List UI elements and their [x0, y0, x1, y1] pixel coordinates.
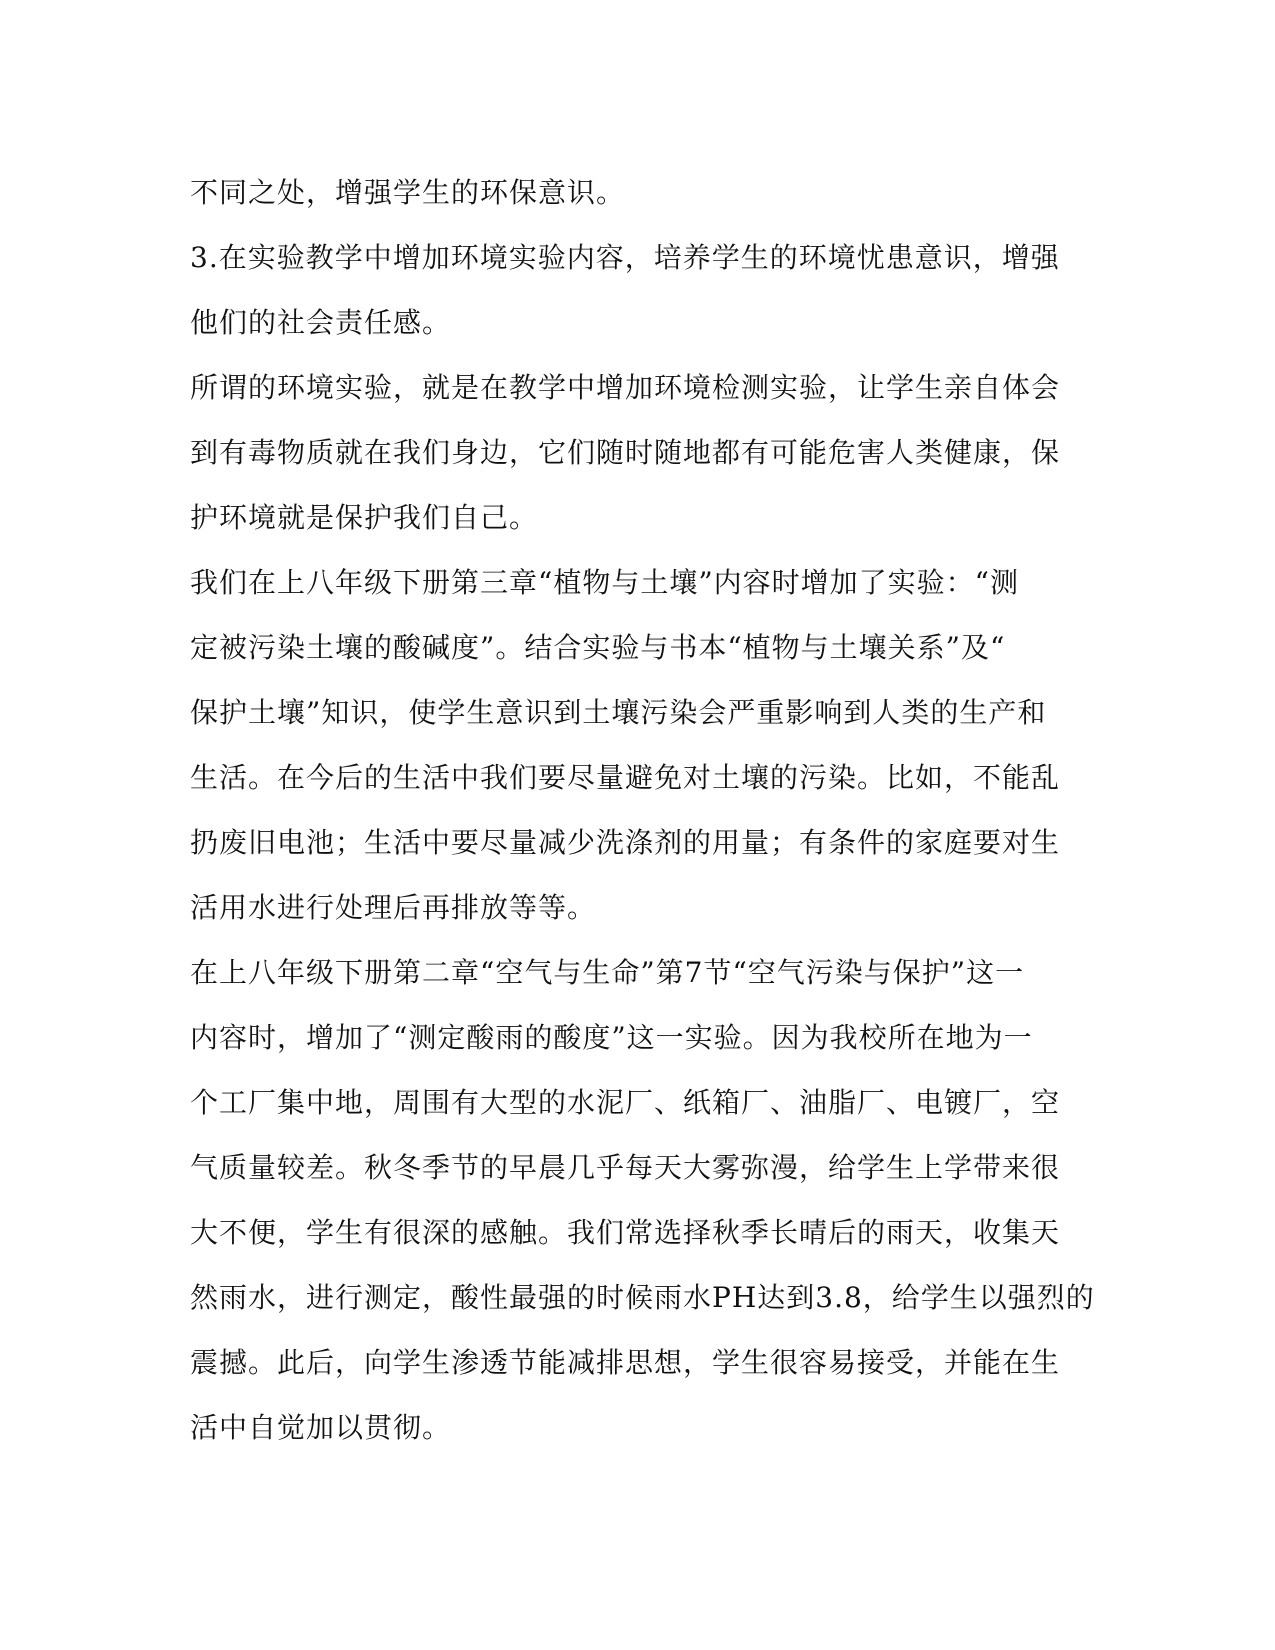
text-line: 扔废旧电池；生活中要尽量减少洗涤剂的用量；有条件的家庭要对生	[190, 826, 1061, 859]
text-line: 活用水进行处理后再排放等等。	[190, 891, 597, 924]
text-line: 内容时，增加了“测定酸雨的酸度”这一实验。因为我校所在地为一	[190, 1021, 1033, 1054]
text-line: 在上八年级下册第二章“空气与生命”第7节“空气污染与保护”这一	[190, 956, 1025, 989]
text-line: 保护土壤”知识，使学生意识到土壤污染会严重影响到人类的生产和	[190, 696, 1047, 729]
text-line: 生活。在今后的生活中我们要尽量避免对土壤的污染。比如，不能乱	[190, 761, 1061, 794]
body-text	[190, 160, 1095, 1460]
text-line: 个工厂集中地，周围有大型的水泥厂、纸箱厂、油脂厂、电镀厂，空	[190, 1086, 1061, 1119]
text-line: 然雨水，进行测定，酸性最强的时候雨水PH达到3.8，给学生以强烈的	[190, 1281, 1095, 1314]
text-line: 不同之处，增强学生的环保意识。	[190, 176, 626, 209]
text-line: 所谓的环境实验，就是在教学中增加环境检测实验，让学生亲自体会	[190, 371, 1061, 404]
text-line: 我们在上八年级下册第三章“植物与土壤”内容时增加了实验：“测	[190, 566, 1019, 599]
text-line: 大不便，学生有很深的感触。我们常选择秋季长晴后的雨天，收集天	[190, 1216, 1061, 1249]
text-line: 到有毒物质就在我们身边，它们随时随地都有可能危害人类健康，保	[190, 436, 1061, 469]
text-line: 气质量较差。秋冬季节的早晨几乎每天大雾弥漫，给学生上学带来很	[190, 1151, 1061, 1184]
text-line: 活中自觉加以贯彻。	[190, 1411, 452, 1444]
text-line: 震撼。此后，向学生渗透节能减排思想，学生很容易接受，并能在生	[190, 1346, 1061, 1379]
text-line: 护环境就是保护我们自己。	[190, 501, 539, 534]
text-line: 他们的社会责任感。	[190, 306, 452, 339]
text-line: 定被污染土壤的酸碱度”。结合实验与书本“植物与土壤关系”及“	[190, 631, 1006, 664]
text-line: 3.在实验教学中增加环境实验内容，培养学生的环境忧患意识，增强	[190, 241, 1060, 274]
